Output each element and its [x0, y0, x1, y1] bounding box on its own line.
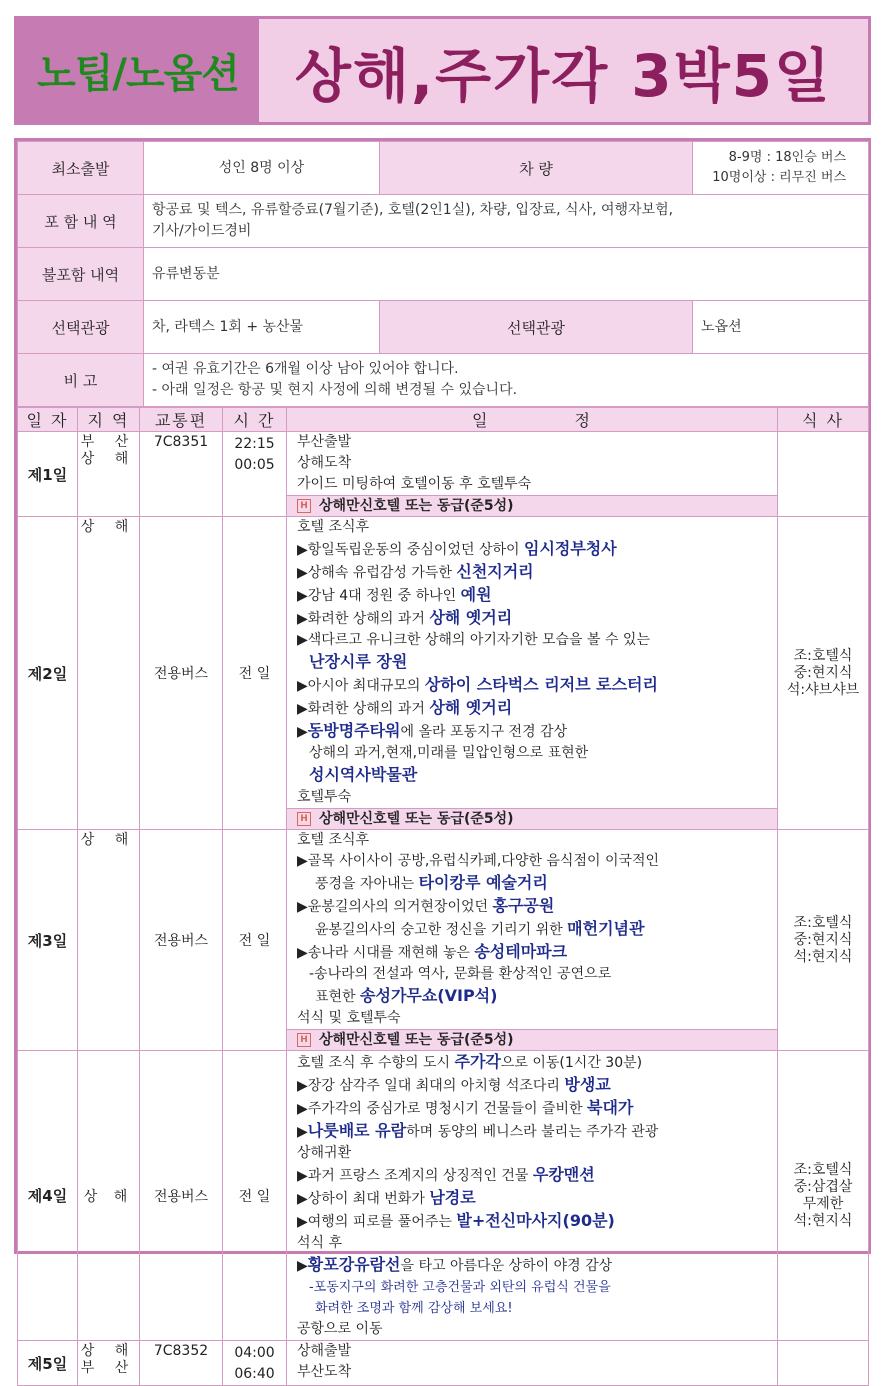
line-text: ▶주가각의 중심가로 명청시기 건물들이 즐비한: [297, 1101, 587, 1117]
schedule-line: 호텔 조식후: [297, 832, 370, 848]
col-schedule: 일 정: [287, 408, 778, 432]
meal: [778, 830, 869, 1051]
highlight-place: 매헌기념관: [567, 919, 645, 938]
hotel-bar: [287, 1029, 777, 1050]
line-text: 표현한: [315, 989, 361, 1005]
schedule-line: -포동지구의 화려한 고층건물과 외탄의 유럽식 건물을: [309, 1280, 611, 1295]
hotel-text: 상해만신호텔 또는 동급(준5성): [319, 811, 514, 827]
line-text: ▶: [297, 1124, 308, 1140]
schedule-line: [287, 720, 777, 743]
meal-line: 석:현지식: [793, 1212, 853, 1229]
time: 전 일: [223, 830, 287, 1051]
page-title-box: [259, 19, 868, 122]
meal: [778, 1051, 869, 1341]
schedule-line: ▶골목 사이사이 공방,유럽식카페,다양한 음식점이 이국적인: [297, 853, 660, 869]
day-label: 제3일: [18, 830, 78, 1051]
min-departure-label: 최소출발: [18, 142, 144, 195]
meal-line: 조:호텔식: [793, 914, 853, 931]
region: 상 해: [78, 517, 140, 830]
schedule-line: [287, 1074, 777, 1097]
day-label: 제1일: [18, 432, 78, 517]
schedule-line: [287, 1164, 777, 1187]
option-tour-label-2: 선택관광: [380, 301, 693, 354]
schedule-line: [287, 561, 777, 584]
excluded-label: 불포함 내역: [18, 248, 144, 301]
day-row-1: [18, 432, 869, 517]
hotel-icon: H: [297, 1033, 311, 1047]
highlight-place: 상하이 스타벅스 리저브 로스터리: [424, 675, 658, 694]
schedule-line: 상해의 과거,현재,미래를 밀압인형으로 표현한: [309, 745, 589, 761]
schedule-line: [287, 607, 777, 630]
col-meal: 식 사: [778, 408, 869, 432]
highlight-place: 홍구공원: [492, 896, 555, 915]
meal-line: 석:샤브샤브: [786, 681, 860, 698]
day-label: 제2일: [18, 517, 78, 830]
schedule-line: 화려한 조명과 함께 감상해 보세요!: [315, 1301, 513, 1316]
meal-line: 중:현지식: [793, 664, 853, 681]
itinerary-frame: [14, 138, 871, 1382]
page-title: 상해,주가각 3박5일: [294, 41, 833, 110]
schedule-line: [287, 918, 777, 941]
note-line-2: - 아래 일정은 항공 및 현지 사정에 의해 변경될 수 있습니다.: [152, 382, 518, 398]
highlight-place: 나룻배로 유람: [307, 1121, 407, 1140]
region-line: 상 해: [80, 451, 137, 467]
schedule-line: 호텔투숙: [297, 789, 352, 805]
schedule-cell: [287, 1051, 778, 1341]
highlight-place: 주가각: [454, 1052, 501, 1071]
schedule-cell: [287, 517, 778, 830]
excluded-value: 유류변동분: [144, 248, 869, 301]
day-row-2: [18, 517, 869, 830]
schedule-line: [287, 1254, 777, 1277]
schedule-line: [287, 872, 777, 895]
day-label: 제5일: [18, 1341, 78, 1386]
schedule-line: [287, 764, 777, 787]
schedule-line: [287, 1210, 777, 1233]
line-text: ▶화려한 상해의 과거: [297, 701, 430, 717]
vehicle-value: [693, 142, 869, 195]
highlight-place: 송성가무쇼(VIP석): [360, 986, 498, 1005]
line-text: ▶윤봉길의사의 의거현장이었던: [297, 899, 493, 915]
option-tour-value-2: 노옵션: [693, 301, 869, 354]
meal-line: 중:현지식: [793, 931, 853, 948]
note-label: 비 고: [18, 354, 144, 407]
line-text: ▶상해속 유럽감성 가득한: [297, 565, 457, 581]
time: 전 일: [223, 517, 287, 830]
highlight-place: 방생교: [564, 1075, 611, 1094]
transport: 전용버스: [140, 830, 223, 1051]
schedule-line: [287, 651, 777, 674]
schedule-line: 공항으로 이동: [297, 1321, 383, 1337]
line-text: ▶상하이 최대 번화가: [297, 1191, 430, 1207]
day-row-4: [18, 1051, 869, 1341]
highlight-place: 난장시루 장원: [309, 652, 408, 671]
schedule-cell: [287, 830, 778, 1051]
badge-text: 노팁/노옵션: [37, 51, 239, 97]
schedule-line: [287, 895, 777, 918]
line-text: 을 타고 아름다운 상하이 야경 감상: [400, 1258, 613, 1274]
schedule-line: 부산출발: [297, 434, 352, 450]
transport: 7C8352: [140, 1341, 223, 1386]
info-table: [17, 141, 869, 407]
highlight-place: 북대가: [586, 1098, 634, 1117]
day-row-5: [18, 1341, 869, 1386]
schedule-cell: [287, 432, 778, 517]
transport: 전용버스: [140, 1051, 223, 1341]
transport: 전용버스: [140, 517, 223, 830]
hotel-icon: H: [297, 812, 311, 826]
line-text: ▶강남 4대 정원 중 하나인: [297, 588, 461, 604]
no-tip-badge: [17, 19, 259, 122]
schedule-line: [287, 674, 777, 697]
time-line: 04:00: [234, 1345, 275, 1361]
included-value: [144, 195, 869, 248]
schedule-line: [287, 985, 777, 1008]
schedule-line: 가이드 미팅하여 호텔이동 후 호텔투숙: [297, 476, 532, 492]
time-line: 00:05: [234, 457, 275, 473]
highlight-place: 동방명주타워: [307, 721, 401, 740]
col-day: 일 자: [18, 408, 78, 432]
line-text: 하며 동양의 베니스라 불리는 주가각 관광: [406, 1124, 659, 1140]
line-text: ▶: [297, 724, 308, 740]
highlight-place: 상해 옛거리: [429, 608, 513, 627]
time-line: 22:15: [234, 436, 275, 452]
highlight-place: 송성테마파크: [474, 942, 568, 961]
line-text: ▶화려한 상해의 과거: [297, 611, 430, 627]
schedule-line: 상해귀환: [297, 1145, 352, 1161]
line-text: 호텔 조식 후 수향의 도시: [297, 1055, 455, 1071]
schedule-line: [287, 1120, 777, 1143]
time-line: 06:40: [234, 1366, 275, 1382]
vehicle-line-1: 8-9명 : 18인승 버스: [728, 150, 847, 165]
region: 상 해: [78, 1051, 140, 1341]
line-text: ▶항일독립운동의 중심이었던 상하이: [297, 542, 524, 558]
line-text: ▶장강 삼각주 일대 최대의 아치형 석조다리: [297, 1078, 565, 1094]
line-text: ▶: [297, 1258, 308, 1274]
time: [223, 432, 287, 517]
meal: [778, 432, 869, 517]
highlight-place: 성시역사박물관: [309, 765, 418, 784]
schedule-line: 부산도착: [297, 1364, 352, 1380]
region-line: 상 해: [80, 1343, 137, 1359]
title-banner: [14, 16, 871, 125]
highlight-place: 황포강유람선: [307, 1255, 401, 1274]
highlight-place: 발+전신마사지(90분): [456, 1211, 615, 1230]
region: [78, 1341, 140, 1386]
vehicle-label: 차 량: [380, 142, 693, 195]
schedule-line: [287, 538, 777, 561]
highlight-place: 남경로: [429, 1188, 476, 1207]
col-time: 시 간: [223, 408, 287, 432]
highlight-place: 우캉맨션: [532, 1165, 595, 1184]
min-departure-value: 성인 8명 이상: [144, 142, 380, 195]
hotel-bar: [287, 808, 777, 829]
region: [78, 432, 140, 517]
hotel-bar: [287, 495, 777, 516]
note-line-1: - 여권 유효기간은 6개월 이상 남아 있어야 합니다.: [152, 361, 459, 377]
day-label: 제4일: [18, 1051, 78, 1341]
line-text: 윤봉길의사의 숭고한 정신을 기리기 위한: [315, 922, 568, 938]
line-text: ▶송나라 시대를 재현해 놓은: [297, 945, 475, 961]
line-text: 으로 이동(1시간 30분): [500, 1055, 643, 1071]
option-tour-value: 차, 라텍스 1회 + 농산물: [144, 301, 380, 354]
region-line: 부 산: [80, 434, 137, 450]
schedule-line: [287, 697, 777, 720]
region-line: 부 산: [80, 1360, 137, 1376]
col-region: 지 역: [78, 408, 140, 432]
included-label: 포 함 내 역: [18, 195, 144, 248]
schedule-line: [287, 1187, 777, 1210]
line-text: 풍경을 자아내는: [315, 876, 419, 892]
col-transport: 교통편: [140, 408, 223, 432]
schedule-cell: [287, 1341, 778, 1386]
meal: [778, 517, 869, 830]
schedule-line: [287, 1051, 777, 1074]
schedule-line: -송나라의 전설과 역사, 문화를 환상적인 공연으로: [309, 966, 612, 982]
meal-line: 무제한: [802, 1195, 844, 1212]
schedule-line: 석식 및 호텔투숙: [297, 1010, 401, 1026]
schedule-line: [287, 941, 777, 964]
meal-line: 조:호텔식: [793, 1161, 853, 1178]
highlight-place: 타이캉루 예술거리: [418, 873, 548, 892]
included-line-1: 항공료 및 텍스, 유류할증료(7월기준), 호텔(2인1실), 차량, 입장료, 식사, 여행자보험,: [152, 202, 674, 218]
day-row-3: [18, 830, 869, 1051]
schedule-line: 상해출발: [297, 1343, 352, 1359]
meal-line: 석:현지식: [793, 948, 853, 965]
meal-line: 조:호텔식: [793, 647, 853, 664]
schedule-line: [287, 1097, 777, 1120]
time: 전 일: [223, 1051, 287, 1341]
meal-line: 중:삼겹살: [793, 1178, 853, 1195]
vehicle-line-2: 10명이상 : 리무진 버스: [712, 170, 847, 185]
highlight-place: 예원: [460, 585, 492, 604]
schedule-table: [17, 407, 869, 1386]
schedule-line: [287, 584, 777, 607]
included-line-2: 기사/가이드경비: [152, 223, 252, 239]
highlight-place: 신천지거리: [456, 562, 534, 581]
line-text: 에 올라 포동지구 전경 감상: [400, 724, 568, 740]
schedule-line: 석식 후: [297, 1235, 343, 1251]
hotel-icon: H: [297, 499, 311, 513]
hotel-text: 상해만신호텔 또는 동급(준5성): [319, 1032, 514, 1048]
time: [223, 1341, 287, 1386]
schedule-line: 상해도착: [297, 455, 352, 471]
option-tour-label: 선택관광: [18, 301, 144, 354]
line-text: ▶과거 프랑스 조계지의 상징적인 건물: [297, 1168, 533, 1184]
note-value: [144, 354, 869, 407]
line-text: ▶아시아 최대규모의: [297, 678, 425, 694]
region: 상 해: [78, 830, 140, 1051]
schedule-line: ▶색다르고 유니크한 상해의 아기자기한 모습을 볼 수 있는: [297, 632, 650, 648]
line-text: ▶여행의 피로를 풀어주는: [297, 1214, 457, 1230]
highlight-place: 상해 옛거리: [429, 698, 513, 717]
highlight-place: 임시정부청사: [523, 539, 617, 558]
hotel-text: 상해만신호텔 또는 동급(준5성): [319, 498, 514, 514]
schedule-line: 호텔 조식후: [297, 519, 370, 535]
transport: 7C8351: [140, 432, 223, 517]
meal: [778, 1341, 869, 1386]
